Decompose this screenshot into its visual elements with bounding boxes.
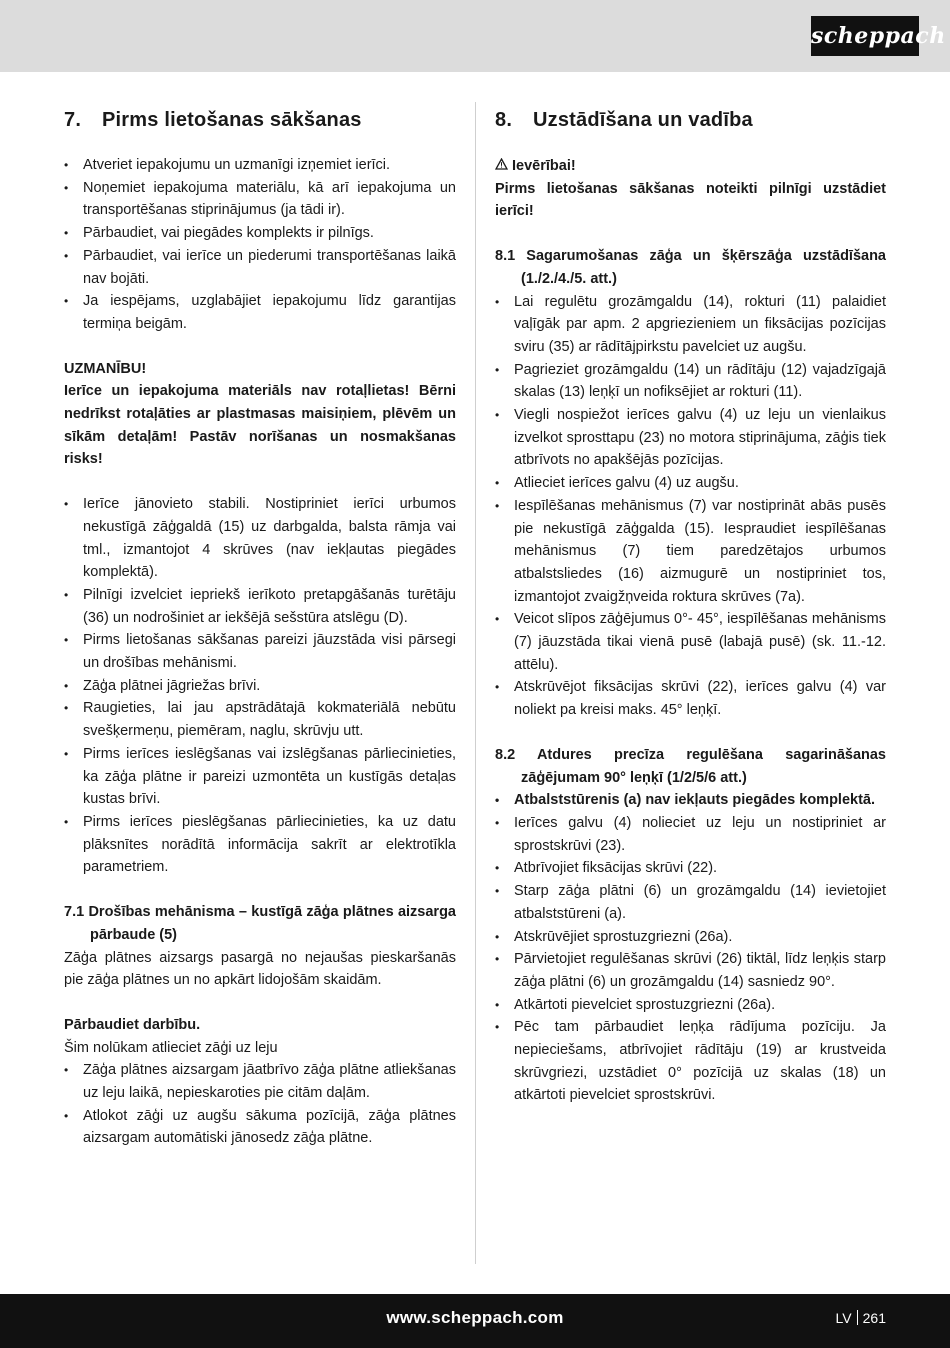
page-number: 261 [862,1310,886,1326]
page-footer [0,1294,950,1348]
list-item: • Noņemiet iepakojuma materiālu, kā arī iepakojuma un transportēšanas stiprinājumus (ja tādi ir). [64,177,456,222]
list-item: • Atskrūvējiet sprostuzgriezni (26a). [495,926,886,949]
check-list [64,1059,456,1150]
list-item: • Pagrieziet grozāmgaldu (14) un rādītāju (12) vajadzīgajā skalas (13) leņķī un nofiksējiet ar rokturi (11). [495,359,886,404]
left-column [64,102,456,1150]
list-item: • Veicot slīpos zāģējumus 0°- 45°, iespīlēšanas mehānisms (7) jāuzstāda tikai vienā pusē (labajā pusē) (sk. 11.-12. attēlu). [495,608,886,676]
list-item: • Atlieciet ierīces galvu (4) uz augšu. [495,472,886,495]
list-item: • Atbalststūrenis (a) nav iekļauts piegādes komplektā. [495,789,886,812]
list-item: • Atlokot zāģi uz augšu sākuma pozīcijā, zāģa plātnes aizsargam automātiski jānosedz zāģa plātne. [64,1105,456,1150]
list-item: • Iespīlēšanas mehānismus (7) var nostiprināt abās pusēs pie nekustīgā zāģgalda (15). Iespraudiet iespīlēšanas mehānismus (7) tiem paredzētajos urbumos atbalstsliedes (16) aizmugurē un nostipriniet tos, izmantojot zvaigžņveida roktura skrūves (7a). [495,495,886,609]
right-column [495,102,886,1107]
column-divider [475,102,476,1264]
list-item: • Pilnīgi izvelciet iepriekš ierīkoto pretapgāšanās turētāju (36) un nodrošiniet ar iekšējā sešstūra atslēgu (D). [64,584,456,629]
attention-title-text: Ievērībai! [512,158,576,174]
list-item: • Pārbaudiet, vai ierīce un piederumi transportēšanas laikā nav bojāti. [64,245,456,290]
scheppach-logo: scheppach [811,16,919,56]
section-title: Uzstādīšana un vadība [533,109,753,131]
list-item: • Lai regulētu grozāmgaldu (14), rokturi (11) palaidiet vaļīgāk par apm. 2 apgriezieniem un fiksācijas pozīcijas sviru (35) ar rādītājpirkstu pavelciet uz augšu. [495,291,886,359]
warning-title: UZMANĪBU! [64,360,147,377]
warning-triangle-icon [495,154,508,177]
language-code: LV [835,1310,852,1326]
section-number: 7. [64,109,82,131]
list-item: • Pirms lietošanas sākšanas pareizi jāuzstāda visi pārsegi un drošības mehānismi. [64,629,456,674]
section-8-heading [495,102,886,138]
bold-note-list [495,789,886,812]
list-item: • Pēc tam pārbaudiet leņķa rādījuma pozīciju. Ja nepieciešams, atbrīvojiet rādītāju (19) ar krustveida skrūvgriezi, uzstādiet 0° pozīcijā uz skalas (18) un atkārtoti pievelciet sprostskrūvi. [495,1016,886,1107]
page-header [0,0,950,72]
list-item: • Zāģa plātnes aizsargam jāatbrīvo zāģa plātne atliekšanas uz leju laikā, nepieskaroties pie citām daļām. [64,1059,456,1104]
setup-list [495,291,886,722]
subsection-7-1-title: 7.1 Drošības mehānisma – kustīgā zāģa plātnes aizsarga pārbaude (5) [64,904,456,943]
list-item: • Atbrīvojiet fiksācijas skrūvi (22). [495,857,886,880]
attention-title [495,154,886,178]
subsection-8-2-title: 8.2 Atdures precīza regulēšana sagarināšanas zāģējumam 90° leņķī (1/2/5/6 att.) [495,746,886,786]
list-item: • Pārbaudiet, vai piegādes komplekts ir pilnīgs. [64,222,456,245]
check-title: Pārbaudiet darbību. [64,1016,201,1033]
list-item: • Ja iespējams, uzglabājiet iepakojumu līdz garantijas termiņa beigām. [64,290,456,335]
list-item: • Pirms ierīces ieslēgšanas vai izslēgšanas pārliecinieties, ka zāģa plātne ir pareizi uzmontēta un kustīgās detaļas kustas brīvi. [64,743,456,811]
separator [857,1310,858,1325]
list-item: • Starp zāģa plātni (6) un grozāmgaldu (14) ievietojiet atbalststūreni (a). [495,880,886,925]
unpacking-list [64,154,456,336]
website-link[interactable]: www.scheppach.com [386,1308,564,1327]
preparation-list [64,493,456,879]
adjustment-list [495,812,886,1107]
list-item: • Atskrūvējot fiksācijas skrūvi (22), ierīces galvu (4) var noliekt pa kreisi maks. 45° leņķī. [495,676,886,721]
section-7-heading [64,102,456,138]
list-item: • Zāģa plātnei jāgriežas brīvi. [64,675,456,698]
list-item: • Raugieties, lai jau apstrādātajā kokmateriālā nebūtu svešķermeņu, piemēram, naglu, skrūvju utt. [64,697,456,742]
attention-text: Pirms lietošanas sākšanas noteikti pilnīgi uzstādiet ierīci! [495,180,886,220]
list-item: • Atkārtoti pievelciet sprostuzgriezni (26a). [495,994,886,1017]
list-item: • Ierīce jānovieto stabili. Nostipriniet ierīci urbumos nekustīgā zāģgaldā (15) uz darbgalda, balsta rāmja vai tml., izmantojot 4 skrūves (nav iekļautas piegādes komplektā). [64,493,456,584]
list-item: • Viegli nospiežot ierīces galvu (4) uz leju un vienlaikus izvelkot sprosttapu (23) no motora stiprinājuma, zāģis tiek atbrīvots no apakšējās pozīcijas. [495,404,886,472]
section-title: Pirms lietošanas sākšanas [102,109,362,131]
list-item: • Pirms ierīces pieslēgšanas pārliecinieties, ka uz datu plāksnītes norādītā informācija sakrīt ar elektrotīkla parametriem. [64,811,456,879]
page-indicator [836,1294,886,1342]
list-item: • Atveriet iepakojumu un uzmanīgi izņemiet ierīci. [64,154,456,177]
warning-text: Ierīce un iepakojuma materiāls nav rotaļlietas! Bērni nedrīkst rotaļāties ar plastmasas maisiņiem, plēvēm un sīkām detaļām! Pastāv norīšanas un nosmakšanas risks! [64,383,456,468]
list-item: • Ierīces galvu (4) nolieciet uz leju un nostipriniet ar sprostskrūvi (23). [495,812,886,857]
subsection-7-1-text: Zāģa plātnes aizsargs pasargā no nejaušas pieskaršanās pie zāģa plātnes un no apkārt lidojošām skaidām. [64,949,456,989]
check-text: Šim nolūkam atlieciet zāģi uz leju [64,1039,278,1056]
section-number: 8. [495,109,513,131]
subsection-8-1-title: 8.1 Sagarumošanas zāģa un šķērszāģa uzstādīšana (1./2./4./5. att.) [495,248,886,287]
list-item: • Pārvietojiet regulēšanas skrūvi (26) tiktāl, līdz leņķis starp zāģa plātni (6) un grozāmgaldu (14) sasniedz 90°. [495,948,886,993]
